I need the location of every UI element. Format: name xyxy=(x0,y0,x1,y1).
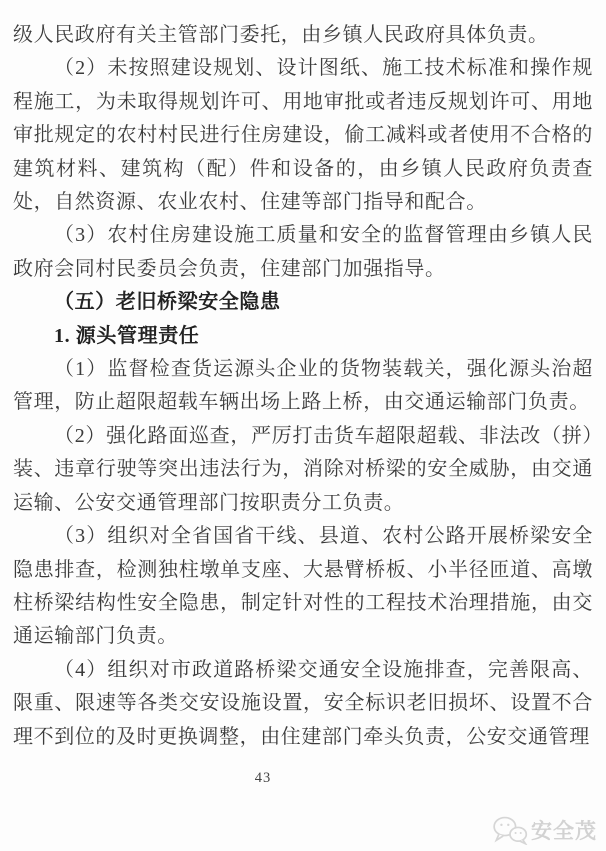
paragraph-continuation: 级人民政府有关主管部门委托，由乡镇人民政府具体负责。 xyxy=(13,24,549,46)
page-number: 43 xyxy=(254,770,272,786)
watermark xyxy=(492,815,597,845)
paragraph: （4）组织对市政道路桥梁交通安全设施排查，完善限高、限重、限速等各类交安设施设置，安全标识老旧损坏、设置不合理不到位的及时更换调整，由住建部门牵头负责，公安交通管理 xyxy=(13,658,593,748)
paragraph: （2）未按照建设规划、设计图纸、施工技术标准和操作规程施工，为未取得规划许可、用地审批或者违反规划许可、用地审批规定的农村村民进行住房建设，偷工减料或者使用不合格的建筑材料、建筑构（配）件和设备的，由乡镇人民政府负责查处，自然资源、农业农村、住建等部门指导和配合。 xyxy=(13,57,593,214)
subsection-heading: 1. 源头管理责任 xyxy=(54,324,200,347)
wechat-chat-bubbles-icon xyxy=(492,815,528,845)
document-body xyxy=(13,19,593,754)
section-heading: （五）老旧桥梁安全隐患 xyxy=(54,291,281,314)
paragraph: （3）农村住房建设施工质量和安全的监督管理由乡镇人民政府会同村民委员会负责，住建部门加强指导。 xyxy=(13,224,593,280)
paragraph: （3）组织对全省国省干线、县道、农村公路开展桥梁安全隐患排查，检测独柱墩单支座、大悬臂桥板、小半径匝道、高墩柱桥梁结构性安全隐患，制定针对性的工程技术治理措施，由交通运输部门负责。 xyxy=(13,525,593,648)
paragraph: （1）监督检查货运源头企业的货物装载关，强化源头治超管理，防止超限超载车辆出场上路上桥，由交通运输部门负责。 xyxy=(13,358,593,414)
paragraph: （2）强化路面巡查，严厉打击货车超限超载、非法改（拼）装、违章行驶等突出违法行为，消除对桥梁的安全威胁，由交通运输、公安交通管理部门按职责分工负责。 xyxy=(13,424,593,514)
watermark-text: 安全茂 xyxy=(531,819,597,843)
